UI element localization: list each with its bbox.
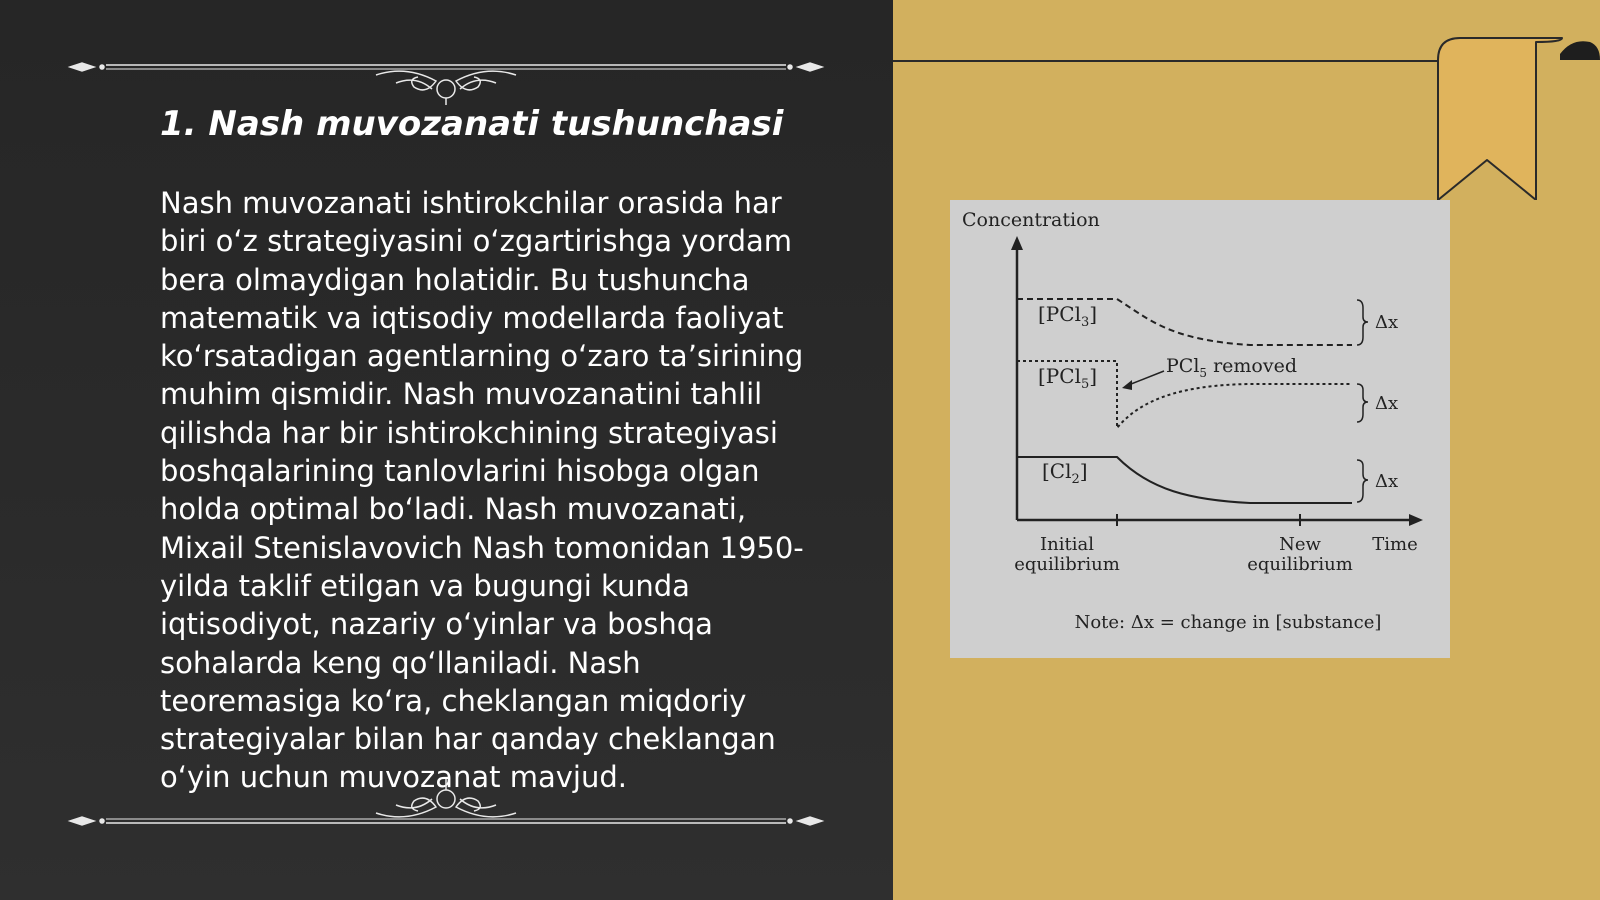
pcl3-subscript: 3 xyxy=(1080,315,1090,330)
top-ornament xyxy=(66,45,826,105)
pcl5-close-bracket: ] xyxy=(1089,364,1098,388)
concentration-diagram xyxy=(950,200,1450,658)
cl2-subscript: 2 xyxy=(1071,472,1080,487)
delta-label-pcl5: Δx xyxy=(1375,393,1399,414)
concentration-diagram-svg xyxy=(950,200,1450,658)
pcl3-label-group xyxy=(1038,302,1097,330)
header-divider-line xyxy=(893,60,1438,62)
new-equilibrium-line2: equilibrium xyxy=(1247,554,1353,575)
pcl5-label-group xyxy=(1038,364,1097,392)
slide-title: 1. Nash muvozanati tushunchasi xyxy=(160,104,784,144)
new-equilibrium-line1: New xyxy=(1279,534,1321,555)
initial-equilibrium-line2: equilibrium xyxy=(1014,554,1120,575)
initial-equilibrium-line1: Initial xyxy=(1040,534,1094,555)
time-axis-label: Time xyxy=(1372,534,1418,555)
pcl5-label: [PCl xyxy=(1038,364,1081,388)
bookmark-ribbon-icon xyxy=(1436,34,1600,200)
removed-arrow-icon xyxy=(1122,380,1132,390)
delta-label-cl2: Δx xyxy=(1375,471,1399,492)
removed-suffix: removed xyxy=(1207,355,1298,377)
pcl5-subscript: 5 xyxy=(1080,377,1090,392)
cl2-label: [Cl xyxy=(1042,459,1072,483)
removed-label-group xyxy=(1166,355,1297,380)
bottom-ornament xyxy=(66,775,826,835)
cl2-label-group xyxy=(1042,459,1088,487)
removed-subscript: 5 xyxy=(1199,366,1208,380)
y-axis-label: Concentration xyxy=(962,209,1100,231)
cl2-close-bracket: ] xyxy=(1079,459,1088,483)
pcl3-close-bracket: ] xyxy=(1089,302,1098,326)
pcl3-label: [PCl xyxy=(1038,302,1081,326)
slide-body-text: Nash muvozanati ishtirokchilar orasida har biri o‘z strategiyasini o‘zgartirishga yordam bera olmaydigan holatidir. Bu tushuncha matematik va iqtisodiy modellarda faoliyat ko‘rsatadigan agentlarning o‘zaro ta’sirining muhim qismidir. Nash muvozanatini tahlil qilishda har bir ishtirokchining strategiyasi boshqalarining tanlovlarini hisobga olgan holda optimal bo‘ladi. Nash muvozanati, Mixail Stenislavovich Nash tomonidan 1950-yilda taklif etilgan va bugungi kunda iqtisodiyot, nazariy o‘yinlar va boshqa sohalarda keng qo‘llaniladi. Nash teoremasiga ko‘ra, cheklangan miqdoriy strategiyalar bilan har qanday cheklangan o‘yin uchun muvozanat mavjud. xyxy=(160,186,804,795)
removed-label: PCl xyxy=(1166,355,1200,377)
delta-label-pcl3: Δx xyxy=(1375,312,1399,333)
diagram-note: Note: Δx = change in [substance] xyxy=(1074,612,1382,633)
y-axis-arrow-icon xyxy=(1011,236,1023,250)
x-axis-arrow-icon xyxy=(1409,514,1423,526)
